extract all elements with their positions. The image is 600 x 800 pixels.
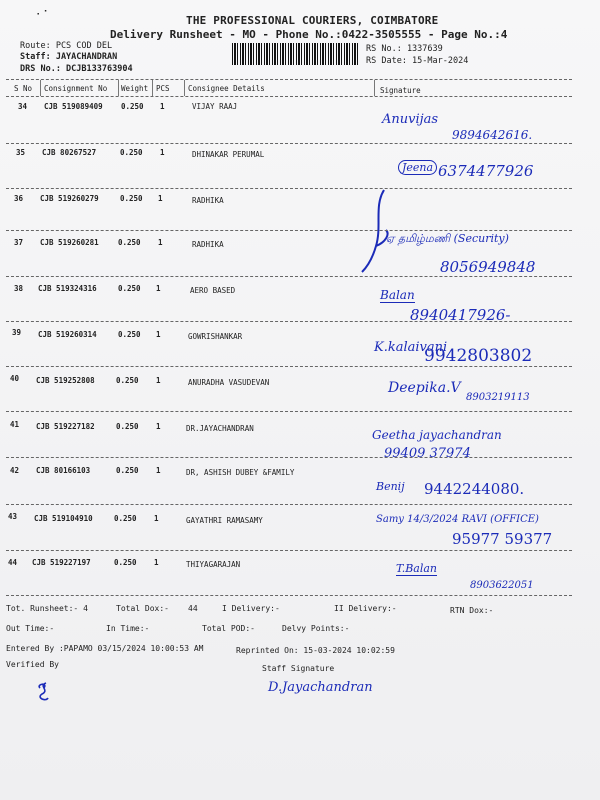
row-rule <box>6 411 572 412</box>
row-pcs: 1 <box>156 422 161 431</box>
row-consignee: ANURADHA VASUDEVAN <box>188 378 270 387</box>
row-consignee: RADHIKA <box>192 240 224 249</box>
col-sep <box>374 80 375 96</box>
row-sno: 39 <box>12 328 22 337</box>
row-consignee: AERO BASED <box>190 286 236 295</box>
row-pcs: 1 <box>156 466 161 475</box>
row-consignment: CJB 519227197 <box>32 558 91 567</box>
ii-delivery: II Delivery:- <box>334 604 397 613</box>
row-sno: 35 <box>16 148 26 157</box>
row-pcs: 1 <box>160 148 165 157</box>
signature-name: Balan <box>380 288 415 302</box>
signature-scribble <box>356 186 396 276</box>
row-weight: 0.250 <box>116 422 139 431</box>
row-consignment: CJB 519260314 <box>38 330 97 339</box>
signature-phone: 95977 59377 <box>452 530 553 548</box>
i-delivery: I Delivery:- <box>222 604 280 613</box>
signature-phone: 6374477926 <box>438 162 534 180</box>
header-top-rule <box>6 79 572 80</box>
row-sno: 40 <box>10 374 20 383</box>
corner-mark: ⠂⠁ <box>36 10 51 21</box>
row-consignment: CJB 519252808 <box>36 376 95 385</box>
row-consignment: CJB 519260279 <box>40 194 99 203</box>
row-rule <box>6 230 572 231</box>
row-weight: 0.250 <box>120 148 143 157</box>
row-weight: 0.250 <box>116 466 139 475</box>
row-consignee: DR.JAYACHANDRAN <box>186 424 254 433</box>
row-consignment: CJB 80267527 <box>42 148 97 157</box>
col-sep <box>40 80 41 96</box>
signature-name: Benij <box>376 480 405 493</box>
company-name: THE PROFESSIONAL COURIERS, COIMBATORE <box>186 14 439 27</box>
signature-name: Deepika.V <box>388 380 461 396</box>
row-sno: 42 <box>10 466 20 475</box>
rs-date: RS Date: 15-Mar-2024 <box>366 56 469 66</box>
col-header-signature: Signature <box>380 86 421 95</box>
signature-phone: 8903219113 <box>466 392 530 403</box>
signature-name: Anuvijas <box>382 112 439 127</box>
row-consignment: CJB 519104910 <box>34 514 93 523</box>
row-rule <box>6 366 572 367</box>
row-consignment: CJB 80166103 <box>36 466 91 475</box>
row-sno: 43 <box>8 512 18 521</box>
verified-scribble <box>32 680 56 704</box>
row-consignee: GOWRISHANKAR <box>188 332 243 341</box>
row-pcs: 1 <box>156 376 161 385</box>
signature-phone: 8940417926- <box>410 306 511 324</box>
row-pcs: 1 <box>158 238 163 247</box>
row-sno: 36 <box>14 194 24 203</box>
delvy-points: Delvy Points:- <box>282 624 350 633</box>
total-dox-label: Total Dox:- <box>116 604 169 613</box>
row-sno: 44 <box>8 558 18 567</box>
row-consignment: CJB 519089409 <box>44 102 103 111</box>
verified-by: Verified By <box>6 660 59 669</box>
barcode <box>232 43 358 65</box>
row-pcs: 1 <box>156 284 161 293</box>
row-consignment: CJB 519324316 <box>38 284 97 293</box>
row-rule <box>6 276 572 277</box>
signature-name: Samy 14/3/2024 RAVI (OFFICE) <box>376 514 539 525</box>
col-header-pcs: PCS <box>156 84 170 93</box>
row-rule <box>6 504 572 505</box>
row-weight: 0.250 <box>121 102 144 111</box>
col-header-consignee: Consignee Details <box>188 84 265 93</box>
row-consignment: CJB 519227182 <box>36 422 95 431</box>
total-pod: Total POD:- <box>202 624 255 633</box>
row-sno: 38 <box>14 284 24 293</box>
runsheet-title: Delivery Runsheet - MO - Phone No.:0422-3505555 - Page No.:4 <box>110 28 508 41</box>
row-consignee: VIJAY RAAJ <box>192 102 238 111</box>
col-sep <box>184 80 185 96</box>
col-header-sno: S No <box>14 84 33 93</box>
entered-by: Entered By :PAPAMO 03/15/2024 10:00:53 AM <box>6 644 204 653</box>
signature-phone: 8056949848 <box>440 258 536 276</box>
col-sep <box>118 80 119 96</box>
row-pcs: 1 <box>158 194 163 203</box>
out-time: Out Time:- <box>6 624 55 633</box>
signature-name: Geetha jayachandran <box>372 428 502 442</box>
signature-phone: 9894642616. <box>452 128 533 142</box>
row-consignee: DR, ASHISH DUBEY &FAMILY <box>186 468 295 477</box>
row-weight: 0.250 <box>116 376 139 385</box>
row-consignment: CJB 519260281 <box>40 238 99 247</box>
row-weight: 0.250 <box>118 284 141 293</box>
row-sno: 34 <box>18 102 28 111</box>
route-label: Route: PCS COD DEL <box>20 41 113 51</box>
col-header-consignment: Consignment No <box>44 84 108 93</box>
row-weight: 0.250 <box>114 558 137 567</box>
row-consignee: DHINAKAR PERUMAL <box>192 150 265 159</box>
signature-phone: 9942803802 <box>424 346 533 366</box>
row-rule <box>6 188 572 189</box>
row-weight: 0.250 <box>114 514 137 523</box>
reprinted-on: Reprinted On: 15-03-2024 10:02:59 <box>236 646 395 655</box>
row-weight: 0.250 <box>118 238 141 247</box>
signature-name: T.Balan <box>396 562 438 575</box>
signature-phone: 8903622051 <box>470 580 534 591</box>
staff-handwritten-signature: D.Jayachandran <box>268 680 373 695</box>
row-rule <box>6 143 572 144</box>
row-rule <box>6 321 572 322</box>
row-pcs: 1 <box>154 558 159 567</box>
row-rule <box>6 457 572 458</box>
row-sno: 37 <box>14 238 24 247</box>
signature-phone: 99409 37974 <box>384 446 471 461</box>
row-consignee: RADHIKA <box>192 196 224 205</box>
total-dox-value: 44 <box>188 604 198 613</box>
row-weight: 0.250 <box>120 194 143 203</box>
rs-number: RS No.: 1337639 <box>366 44 443 54</box>
signature-phone: 9442244080. <box>424 480 525 498</box>
in-time: In Time:- <box>106 624 150 633</box>
row-consignee: THIYAGARAJAN <box>186 560 241 569</box>
drs-number: DRS No.: DCJB133763904 <box>20 64 133 74</box>
rtn-dox: RTN Dox:- <box>450 606 494 615</box>
signature-name: K.kalaivani <box>374 340 448 355</box>
row-pcs: 1 <box>154 514 159 523</box>
total-runsheet: Tot. Runsheet:- 4 <box>6 604 88 613</box>
header-bottom-rule <box>6 96 572 97</box>
row-rule <box>6 550 572 551</box>
row-rule <box>6 595 572 596</box>
row-sno: 41 <box>10 420 20 429</box>
col-header-weight: Weight <box>121 84 149 93</box>
staff-label: Staff: JAYACHANDRAN <box>20 52 118 62</box>
row-pcs: 1 <box>156 330 161 339</box>
staff-signature-label: Staff Signature <box>262 664 335 673</box>
row-pcs: 1 <box>160 102 165 111</box>
row-weight: 0.250 <box>118 330 141 339</box>
col-sep <box>152 80 153 96</box>
signature-name: Jeena <box>398 160 437 175</box>
row-consignee: GAYATHRI RAMASAMY <box>186 516 263 525</box>
signature-name: ஏ தமிழ்மணி (Security) <box>386 232 509 245</box>
